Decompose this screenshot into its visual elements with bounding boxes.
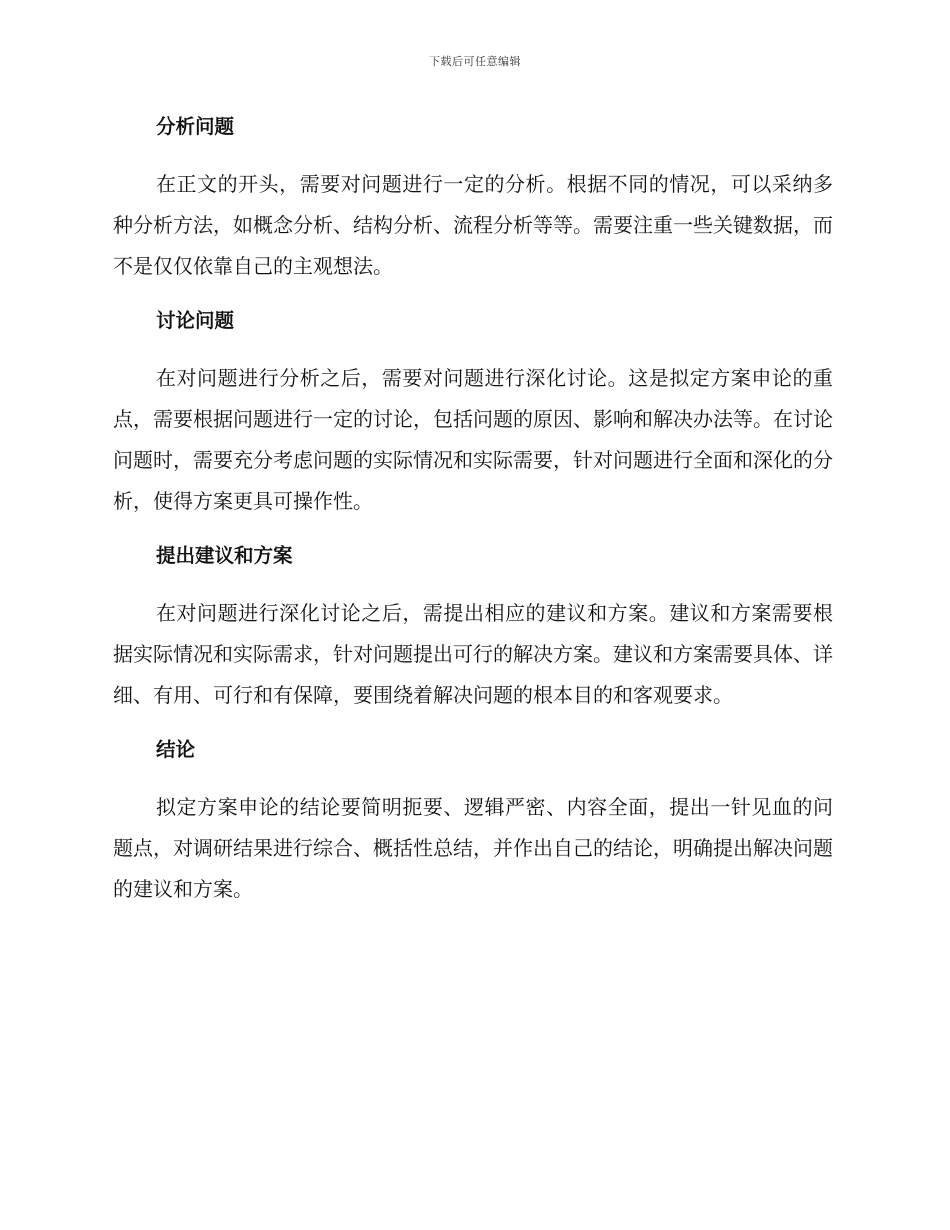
section-body-analysis: 在正文的开头，需要对问题进行一定的分析。根据不同的情况，可以采纳多种分析方法，如概念分析、结构分析、流程分析等等。需要注重一些关键数据，而不是仅仅依靠自己的主观想法。 [113,172,833,278]
document-body [113,108,833,925]
section-heading-conclusion: 结论 [156,738,196,761]
section-body-discussion: 在对问题进行分析之后，需要对问题进行深化讨论。这是拟定方案申论的重点，需要根据问题进行一定的讨论，包括问题的原因、影响和解决办法等。在讨论问题时，需要充分考虑问题的实际情况和实际需要，针对问题进行全面和深化的分析，使得方案更具可操作性。 [113,366,833,513]
section-heading-proposal: 提出建议和方案 [156,544,293,567]
section-heading-analysis: 分析问题 [156,115,235,138]
section-body-proposal: 在对问题进行深化讨论之后，需提出相应的建议和方案。建议和方案需要根据实际情况和实际需求，针对问题提出可行的解决方案。建议和方案需要具体、详细、有用、可行和有保障，要围绕着解决问题的根本目的和客观要求。 [113,601,833,707]
section-heading-discussion: 讨论问题 [156,309,235,332]
page-header: 下载后可任意编辑 [429,55,521,68]
section-body-conclusion: 拟定方案申论的结论要简明扼要、逻辑严密、内容全面，提出一针见血的问题点，对调研结果进行综合、概括性总结，并作出自己的结论，明确提出解决问题的建议和方案。 [113,795,833,901]
